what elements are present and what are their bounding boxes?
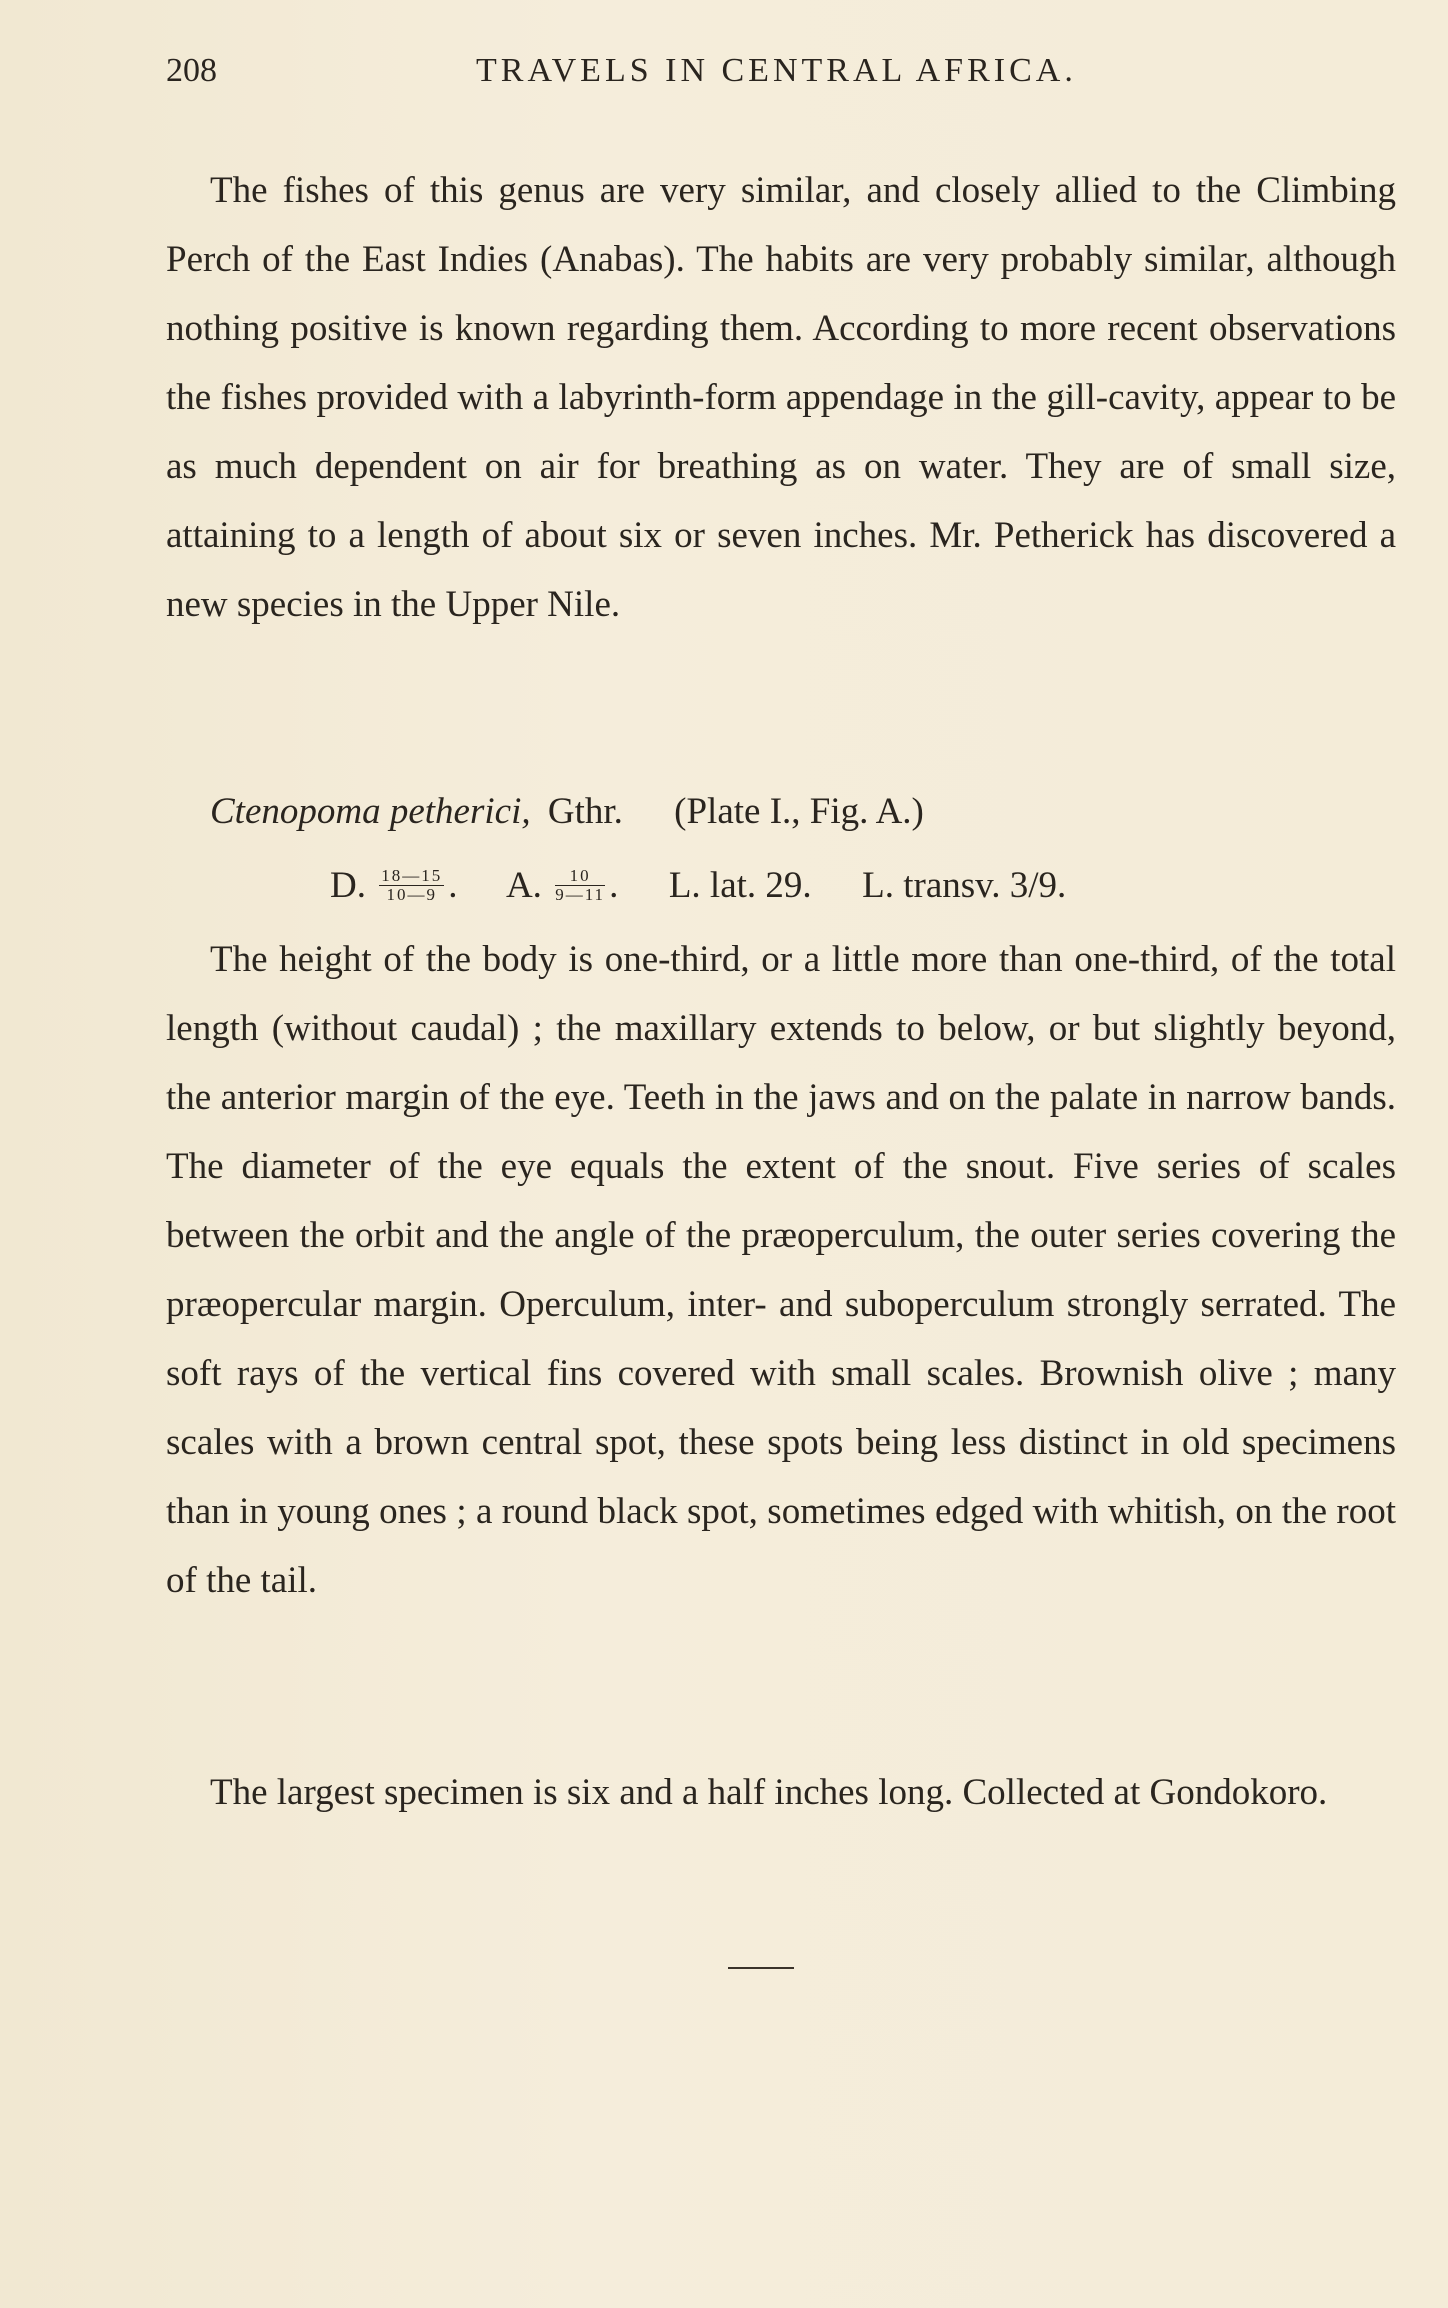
dorsal-numerator: 18—15 (381, 866, 443, 886)
species-heading (210, 790, 924, 833)
transverse-count: L. transv. 3/9. (862, 865, 1067, 906)
page-number: 208 (166, 52, 217, 89)
running-head (166, 52, 1296, 102)
plate-reference: (Plate I., Fig. A.) (674, 791, 924, 832)
species-name: Ctenopoma petherici, (210, 791, 531, 832)
dorsal-label: D. (330, 865, 366, 906)
species-author: Gthr. (547, 791, 623, 832)
dorsal-denominator: 10—9 (386, 885, 437, 905)
section-rule (728, 1967, 794, 1969)
anal-label: A. (505, 865, 542, 906)
running-title: TRAVELS IN CENTRAL AFRICA. (476, 52, 1077, 89)
intro-paragraph: The fishes of this genus are very similar, and closely allied to the Climbing Perch of the East Indies (Anabas). The habits are very probably similar, although nothing positive is known regarding them. According to more recent observations the fishes provided with a labyrinth-form appendage in the gill-cavity, appear to be as much dependent on air for breathing as on water. They are of small size, attaining to a length of about six or seven inches. Mr. Petherick has discovered a new species in the Upper Nile. (166, 170, 1396, 625)
lateral-line-count: L. lat. 29. (668, 865, 812, 906)
fin-formula (330, 864, 1066, 907)
description-paragraph: The height of the body is one-third, or a little more than one-third, of the total length (without caudal) ; the maxillary extends to below, or but slightly beyond, the anterior margin of the eye. Teeth in the jaws and on the palate in narrow bands. The diameter of the eye equals the extent of the snout. Five series of scales between the orbit and the angle of the præoperculum, the outer series covering the præopercular margin. Operculum, inter- and suboperculum strongly serrated. The soft rays of the vertical fins covered with small scales. Brownish olive ; many scales with a brown central spot, these spots being less distinct in old specimens than in young ones ; a round black spot, sometimes edged with whitish, on the root of the tail. (166, 939, 1396, 1601)
dorsal-end: . (448, 865, 458, 906)
anal-end: . (609, 865, 619, 906)
collection-paragraph: The largest specimen is six and a half inches long. Collected at Gondokoro. (210, 1772, 1328, 1813)
anal-numerator: 10 (555, 867, 605, 886)
anal-fraction (555, 867, 605, 904)
anal-denominator: 9—11 (555, 885, 606, 905)
dorsal-fraction (379, 867, 444, 904)
